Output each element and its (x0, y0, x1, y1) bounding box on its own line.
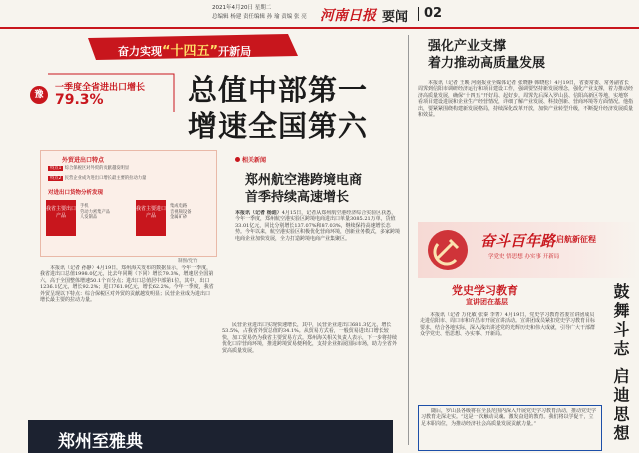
related-news-text: 相关新闻 (242, 157, 267, 164)
stat-value: 79.3% (55, 92, 104, 108)
related-byline: 本报讯（记者 杨迪） (235, 210, 282, 216)
export-item: 人发制品 (80, 215, 98, 221)
henan-badge-icon: 豫 (30, 86, 48, 104)
party-banner-subtitle: 启航新征程 (556, 235, 596, 244)
right-article-body: 本报讯（记者 王映 河南报业全媒体记者 张晓静 韩晓松）4月19日，省委常委、常务副省长周霁到信阳市调研经济运行和项目建设工作，强调要坚持新发展理念，强化产业支撑，着力推动经济高质量发展，确保“十四五”开好局、起好步。周霁先后深入罗山县、信阳高新区等地，实地察看项目建设进展和企业生产经营情况，详细了解产业发展、科技创新、营商环境等方面情况。他指出，要紧紧围绕构建新发展格局，持续深化改革开放，加快产业转型升级，不断提升经济发展质量和效益。 (418, 80, 633, 119)
study-article-body: 本报讯（记者 万化敏 张秦 李菁）4月19日，党史学习教育省委宣讲团成员走进信阳市、周口市和许昌市开展宣讲活动。宣讲团成员紧扣党史学习教育目标要求，结合各地实际，深入浅出讲述党的光辉历史和伟大成就，引导广大干部群众学党史、悟思想、办实事、开新局。 (420, 312, 596, 338)
issue-date: 2021年4月20日 星期二 (212, 5, 272, 11)
study-section-subtitle: 宣讲团在基层 (466, 298, 508, 306)
related-headline: 郑州航空港跨境电商 首季持续高速增长 (245, 173, 363, 205)
feature-text-1: 综合保税区对外贸的贡献越发明显 (64, 166, 130, 171)
feature-row-2 (48, 176, 146, 182)
section-name: 要闻 (382, 10, 409, 25)
import-item: 金属矿砂 (170, 215, 188, 221)
banner-suffix: 开新局 (218, 45, 252, 58)
vertical-headline: 鼓舞斗志 启迪思想 (611, 283, 630, 444)
related-article (235, 210, 400, 318)
right-headline: 强化产业支撑 着力推动高质量发展 (428, 39, 546, 71)
newspaper-logo: 河南日报 (320, 8, 376, 24)
editor-credits: 总编辑 杨建 责任编辑 孙 瑜 责编 张 亮 (212, 14, 307, 20)
import-item: 集成电路 (170, 204, 188, 209)
related-news-label (235, 155, 266, 164)
page-number: 02 (424, 6, 443, 21)
party-banner-title: 奋斗百年路 (480, 232, 556, 250)
export-item: 手机 (80, 204, 89, 209)
study-section-title: 党史学习教育 (452, 284, 518, 297)
feature-tag-1: 特点1 (50, 166, 62, 171)
party-banner-slogan: 学党史 悟思想 办实事 开新局 (488, 254, 560, 260)
highlighted-quote-text: 随后，罗山县各级将在全县范围内深入开展党史学习教育活动，推动党史学习教育走深走实。“这是一次触动灵魂、激发奋进的教育。我们将以学促干，立足本职岗位，为推动经济社会高质量发展贡献力量。” (421, 408, 597, 427)
bottom-story-title: 郑州至雅典 (58, 432, 143, 452)
export-products-list (80, 204, 110, 221)
column-divider (408, 35, 409, 445)
import-item: 音视频设备 (170, 209, 192, 215)
export-products-label: 我省主要出口产品 (46, 200, 76, 236)
import-products-label: 我省主要进口产品 (136, 200, 166, 236)
banner-prefix: 奋力实现 (118, 45, 162, 58)
main-headline: 总值中部第一 增速全国第六 (188, 73, 369, 143)
lead-article-body: 本报讯（记者 孙静）4月19日，郑州海关发布的数据显示，今年一季度，我省进出口总值1998.0亿元，比去年同期（下同）增长79.3%，增速居全国第六，高于全国整体增速50.1个百分点；进出口总值居中部第1位。其中，出口1236.1亿元，增长92.2%；进口761.9亿元，增长62.2%。今年一季度，我省外贸呈现以下特点：综合保税区对外贸的贡献越发明显；民营企业成为进出口增长最主要的拉动力量。 (40, 265, 214, 304)
infographic-credit: 制图/党竹 (178, 259, 198, 264)
import-products-list (170, 204, 191, 221)
infographic-title: 外贸进出口特点 (62, 157, 105, 164)
export-item: 劳动力密集产品 (80, 209, 111, 215)
feature-tag-2: 特点2 (50, 176, 62, 181)
related-body: 4月15日，记者从郑州航空港经济综合实验区获悉，今年一季度，郑州航空港实验区跨境电商进出口单量3085.21万单，货值33.01亿元，同比分别增长137.07%和87.03%，继续保持高速增长态势。今年以来，航空港实验区积极优化营商环境，创新业务模式，多家跨境电商企业加快发展，全力打造跨境电商产业集聚区。 (235, 210, 400, 242)
masthead-divider (418, 7, 419, 21)
lead-article-continued: 民营企业进出口实现快速增长，其中，民营企业进出口681.3亿元，增长53.5%，占我省外贸总值的34.1%。从贸易方式看，一般贸易进出口增长较快，加工贸易仍为我省主要贸易方式。郑州海关相关负责人表示，下一步将持续优化口岸营商环境，推进跨境贸易便利化，支持企业拓展国际市场，助力全省外贸高质量发展。 (222, 322, 398, 354)
bullet-icon (235, 157, 240, 162)
infographic-subtitle: 对进出口货物分析发现 (48, 190, 104, 196)
feature-row-1 (48, 166, 129, 172)
masthead-rule (0, 27, 639, 29)
banner-highlight: “十四五” (162, 44, 219, 59)
hammer-sickle-icon (424, 228, 472, 272)
stat-label: 一季度全省进出口增长 (55, 83, 146, 93)
feature-text-2: 民营企业成为进出口增长最主要的拉动力量 (64, 176, 147, 181)
column-banner-label (118, 40, 251, 59)
